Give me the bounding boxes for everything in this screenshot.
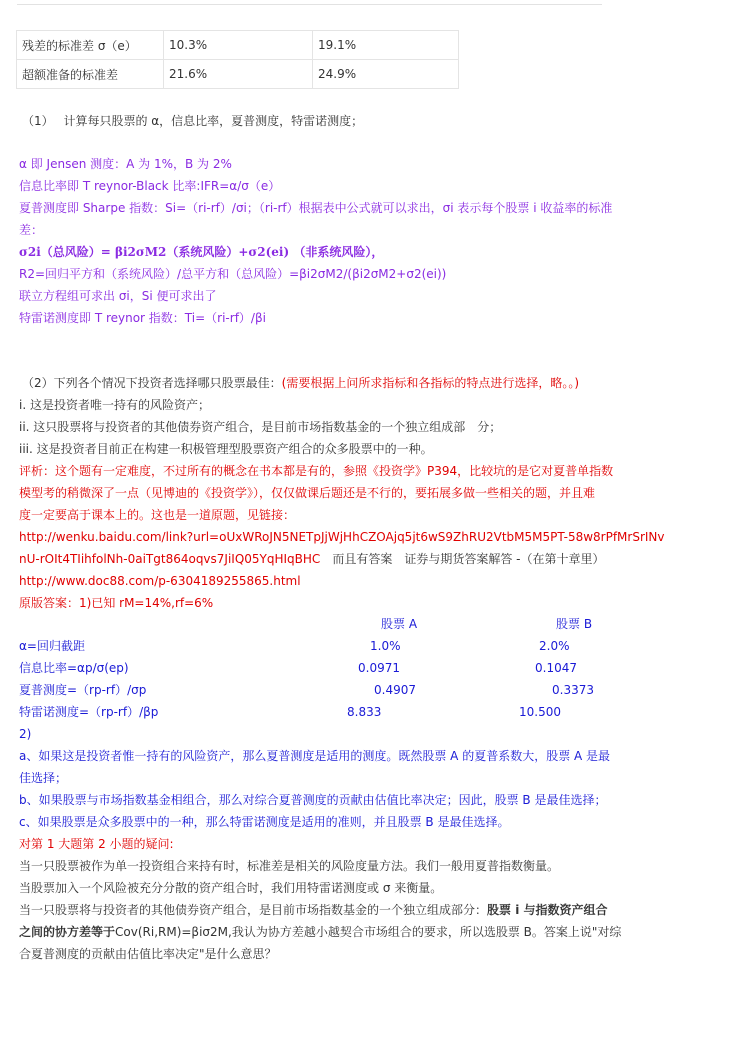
comment-line: 评析：这个题有一定难度，不过所有的概念在书本都是有的，参照《投资学》P394，比较坑的是它对夏普单指数 <box>19 464 614 478</box>
link-wenku-part2[interactable]: nU-rOIt4TIihfolNh-0aiTgt864oqvs7JiIQ05YqHIqBHC <box>19 552 321 566</box>
question-text: 当一只股票将与投资者的其他债券资产组合，是目前市场指数基金的一个独立组成部分： <box>19 903 488 917</box>
answer-header-a: 股票 A <box>381 617 418 631</box>
answer-value-b: 2.0% <box>539 639 570 653</box>
part2-line-b: b、如果股票与市场指数基金相组合，那么对综合夏普测度的贡献由估值比率决定；因此，股票 B 是最佳选择； <box>19 793 607 807</box>
q2-item-iii: iii. 这是投资者目前正在构建一积极管理型股票资产组合的众多股票中的一种。 <box>19 442 433 456</box>
q1-line-total-risk: σ2i（总风险）= βi2σM2（系统风险）+σ2(ei) （非系统风险）， <box>19 245 384 259</box>
part2-line-a-cont: 佳选择； <box>19 771 68 785</box>
q1-line-solve: 联立方程组可求出 σi，Si 便可求出了 <box>19 289 217 303</box>
q1-line-ifr: 信息比率即 T reynor-Black 比率:IFR=α/σ（e） <box>19 179 281 193</box>
q1-line-sharpe: 夏普测度即 Sharpe 指数：Si=（ri-rf）/σi；（ri-rf）根据表中公式就可以求出，σi 表示每个股票 i 收益率的标准 <box>19 201 613 215</box>
table-row <box>17 31 459 60</box>
q1-line-sharpe-cont: 差： <box>19 223 44 237</box>
part2-line-c: c、如果股票是众多股票中的一种，那么特雷诺测度是适用的准则，并且股票 B 是最佳选择。 <box>19 815 510 829</box>
link-doc88[interactable]: http://www.doc88.com/p-6304189255865.html <box>19 574 301 588</box>
answer-value-a: 0.0971 <box>358 661 400 675</box>
answer-value-b: 0.1047 <box>535 661 577 675</box>
q2-heading-text: （2）下列各个情况下投资者选择哪只股票最佳： <box>22 376 282 390</box>
table-row <box>17 60 459 89</box>
q1-line-alpha: α 即 Jensen 测度：A 为 1%，B 为 2% <box>19 157 232 171</box>
answer-header-b: 股票 B <box>556 617 593 631</box>
comment-line: 模型考的稍微深了一点（见博迪的《投资学》），仅仅做课后题还是不行的，要拓展多做一些相关的题，并且难 <box>19 486 596 500</box>
q1-line-treynor: 特雷诺测度即 T reynor 指数：Ti=（ri-rf）/βi <box>19 311 266 325</box>
question-line: 当一只股票被作为单一投资组合来持有时，标准差是相关的风险度量方法。我们一般用夏普指数衡量。 <box>19 859 560 873</box>
question-line <box>19 921 621 943</box>
answer-value-a: 1.0% <box>370 639 401 653</box>
answer-row-label: α=回归截距 <box>19 639 85 653</box>
answer-row-label: 信息比率=αp/σ(ep) <box>19 661 129 675</box>
question-title: 对第 1 大题第 2 小题的疑问: <box>19 837 174 851</box>
q2-heading <box>22 372 579 394</box>
link-note: 而且有答案 证券与期货答案解答 -（在第十章里） <box>320 552 605 566</box>
table-cell: 21.6% <box>164 60 313 89</box>
table-cell: 19.1% <box>313 31 459 60</box>
table-cell: 残差的标准差 σ（e） <box>17 31 164 60</box>
answer-value-a: 8.833 <box>347 705 382 719</box>
part2-line-a: a、如果这是投资者惟一持有的风险资产，那么夏普测度是适用的测度。既然股票 A 的夏普系数大，股票 A 是最 <box>19 749 611 763</box>
answer-row-label: 夏普测度=（rp-rf）/σp <box>19 683 147 697</box>
question-line <box>19 899 608 921</box>
question-line: 合夏普测度的贡献由估值比率决定"是什么意思？ <box>19 947 277 961</box>
question-text: Cov(Ri,RM)=βiσ2M,我认为协方差越小越契合市场组合的要求，所以选股票 B。答案上说"对综 <box>115 925 622 939</box>
link-wenku-line2 <box>19 548 604 570</box>
answer-value-b: 10.500 <box>519 705 561 719</box>
table-cell: 超额准备的标准差 <box>17 60 164 89</box>
table-cell: 10.3% <box>164 31 313 60</box>
answer-row-label: 特雷诺测度=（rp-rf）/βp <box>19 705 159 719</box>
question-bold-text: 之间的协方差等于 <box>19 925 116 939</box>
answer-title: 原版答案：1)已知 rM=14%,rf=6% <box>19 596 214 610</box>
question-bold-text: 股票 i 与指数资产组合 <box>487 903 608 917</box>
q1-line-r2: R2=回归平方和（系统风险）/总平方和（总风险）=βi2σM2/(βi2σM2+σ2(ei)) <box>19 267 447 281</box>
q2-item-ii: ii. 这只股票将与投资者的其他债券资产组合，是目前市场指数基金的一个独立组成部 分； <box>19 420 502 434</box>
answer-value-a: 0.4907 <box>374 683 416 697</box>
answer-value-b: 0.3373 <box>552 683 594 697</box>
link-wenku-part1[interactable]: http://wenku.baidu.com/link?url=oUxWRoJN5NETpJjWjHhCZOAjq5jt6wS9ZhRU2VtbM5M5PT-58w8rPfMrSrINv <box>19 530 665 544</box>
question-line: 当股票加入一个风险被充分分散的资产组合时，我们用特雷诺测度或 σ 来衡量。 <box>19 881 443 895</box>
comment-line: 度一定要高于课本上的。这也是一道原题，见链接： <box>19 508 296 522</box>
part2-label: 2) <box>19 727 32 741</box>
q1-heading: （1） 计算每只股票的 α，信息比率，夏普测度，特雷诺测度； <box>22 114 364 128</box>
q2-heading-note: (需要根据上问所求指标和各指标的特点进行选择，略。。) <box>281 376 580 390</box>
top-divider <box>17 4 602 5</box>
q2-item-i: i. 这是投资者唯一持有的风险资产； <box>19 398 210 412</box>
residual-sd-table <box>16 30 459 89</box>
table-cell: 24.9% <box>313 60 459 89</box>
